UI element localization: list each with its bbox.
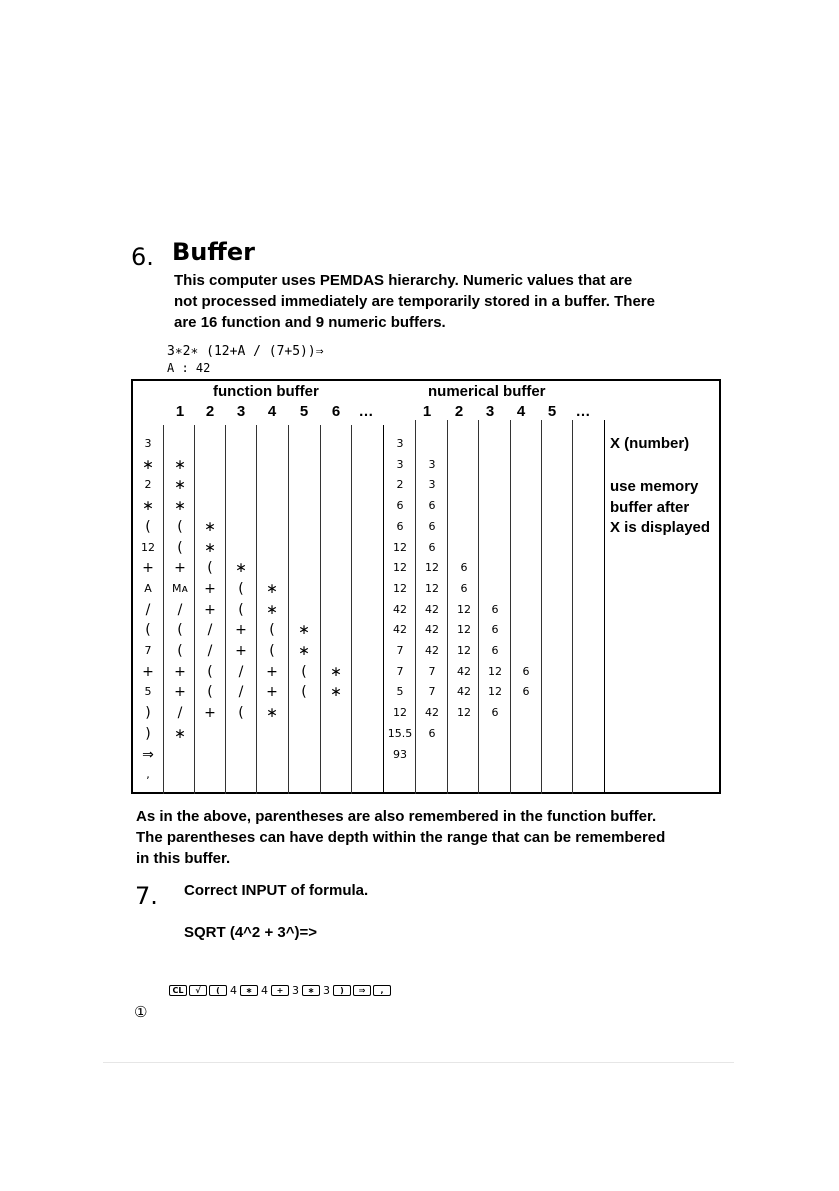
numerical-col-header: 4 <box>516 403 526 420</box>
x-value-cell: 12 <box>393 706 407 720</box>
numerical-buffer-cell: 12 <box>457 602 471 616</box>
function-buffer-cell: / <box>177 601 183 618</box>
numerical-buffer-cell: 6 <box>491 706 499 720</box>
function-col-header: 3 <box>236 403 246 420</box>
function-buffer-cell: + <box>266 663 278 680</box>
x-value-cell: 3 <box>396 457 404 471</box>
function-buffer-cell: + <box>174 560 186 577</box>
numerical-buffer-cell: 6 <box>491 644 499 657</box>
numerical-buffer-cell: 42 <box>425 623 439 637</box>
key-cell: 2 <box>144 478 152 492</box>
function-buffer-cell: ( <box>207 663 213 680</box>
memory-note <box>610 477 710 539</box>
key-sequence <box>169 984 391 997</box>
function-buffer-cell: + <box>204 580 216 597</box>
numerical-buffer-cell: 12 <box>488 664 502 678</box>
function-buffer-cell: ( <box>269 643 275 659</box>
digit-entry: 4 <box>261 984 268 997</box>
grid-line <box>351 425 352 794</box>
calculator-key: ) <box>333 985 351 996</box>
function-buffer-cell: ( <box>177 622 183 639</box>
function-buffer-cell: ( <box>177 643 183 659</box>
calculator-key: CL <box>169 985 187 996</box>
function-buffer-cell: ∗ <box>174 498 186 515</box>
calculator-key: ∗ <box>302 985 320 996</box>
function-buffer-cell: ∗ <box>174 456 186 473</box>
numerical-buffer-cell: 3 <box>428 478 436 492</box>
calculator-key: + <box>271 985 289 996</box>
function-buffer-cell: ( <box>207 684 213 701</box>
numerical-col-header: 3 <box>485 403 495 420</box>
key-cell: ∗ <box>142 498 154 515</box>
x-value-cell: 7 <box>396 664 404 678</box>
function-buffer-cell: + <box>174 663 186 680</box>
paragraph-line: in this buffer. <box>136 850 231 867</box>
function-buffer-cell: Mᴀ <box>171 581 188 595</box>
numerical-buffer-cell: 6 <box>522 685 530 699</box>
key-cell: + <box>142 663 154 680</box>
paragraph-line: are 16 function and 9 numeric buffers. <box>174 314 446 331</box>
function-buffer-cell: ( <box>269 622 275 639</box>
key-cell: 3 <box>144 437 152 450</box>
sqrt-formula: SQRT (4^2 + 3^)=> <box>184 924 317 941</box>
grid-line <box>510 420 511 794</box>
key-cell: ⇒ <box>142 746 154 763</box>
x-value-cell: 3 <box>396 437 404 450</box>
function-buffer-cell: ∗ <box>266 580 278 597</box>
numerical-buffer-cell: 6 <box>460 561 468 575</box>
function-buffer-cell: ∗ <box>174 725 186 742</box>
function-buffer-cell: ∗ <box>330 684 342 701</box>
function-buffer-cell: ∗ <box>174 477 186 494</box>
numerical-col-header: 1 <box>422 403 432 420</box>
function-col-header: 2 <box>205 403 215 420</box>
paragraph-line: As in the above, parentheses are also remembered in the function buffer. <box>136 808 657 825</box>
numerical-buffer-cell: 12 <box>457 706 471 720</box>
calculator-key: √ <box>189 985 207 996</box>
function-col-header: 5 <box>299 403 309 420</box>
key-cell: 12 <box>141 540 155 554</box>
function-buffer-cell: ( <box>177 539 183 556</box>
function-buffer-cell: + <box>204 601 216 618</box>
x-value-cell: 12 <box>393 540 407 554</box>
numerical-buffer-cell: 12 <box>425 561 439 575</box>
numerical-buffer-cell: 42 <box>425 706 439 720</box>
key-cell: / <box>145 601 151 618</box>
x-number-label: X (number) <box>610 435 690 452</box>
grid-line <box>541 420 542 794</box>
numerical-buffer-cell: 6 <box>428 519 436 533</box>
function-buffer-cell: + <box>174 684 186 701</box>
function-col-header: 1 <box>175 403 185 420</box>
section-title: Buffer <box>172 238 255 266</box>
function-buffer-cell: + <box>204 705 216 722</box>
key-cell: , <box>146 768 150 782</box>
calculator-key: ⇒ <box>353 985 371 996</box>
function-buffer-header: function buffer <box>213 383 319 400</box>
function-buffer-cell: ( <box>301 684 307 701</box>
digit-entry: 3 <box>323 984 330 997</box>
numerical-buffer-cell: 42 <box>425 644 439 657</box>
function-buffer-cell: ∗ <box>204 539 216 556</box>
function-buffer-cell: / <box>207 622 213 639</box>
calculator-key: ( <box>209 985 227 996</box>
paragraph-line: The parentheses can have depth within the range that can be remembered <box>136 829 666 846</box>
example-formula: 3∗2∗ (12+A / (7+5))⇒ <box>167 344 324 359</box>
function-buffer-cell: ∗ <box>266 601 278 618</box>
numerical-buffer-cell: 7 <box>428 664 436 678</box>
function-buffer-cell: ∗ <box>235 560 247 577</box>
digit-entry: 4 <box>230 984 237 997</box>
function-buffer-cell: ∗ <box>330 663 342 680</box>
memory-note-line: X is displayed <box>610 519 711 536</box>
variable-value: A : 42 <box>167 361 211 375</box>
function-buffer-cell: ( <box>238 580 244 597</box>
numerical-buffer-cell: 12 <box>488 685 502 699</box>
key-cell: A <box>144 581 152 595</box>
section-number: 6. <box>131 243 154 271</box>
function-buffer-cell: + <box>235 643 247 659</box>
key-cell: ∗ <box>142 456 154 473</box>
grid-line <box>572 420 573 794</box>
function-buffer-cell: ( <box>238 601 244 618</box>
key-cell: ( <box>145 622 151 639</box>
x-value-cell: 93 <box>393 747 407 761</box>
numerical-col-header: 2 <box>454 403 464 420</box>
function-buffer-cell: ∗ <box>204 518 216 535</box>
numerical-buffer-cell: 6 <box>428 540 436 554</box>
paragraph-line: This computer uses PEMDAS hierarchy. Numeric values that are <box>174 272 633 289</box>
section-title: Correct INPUT of formula. <box>184 882 369 899</box>
x-value-cell: 7 <box>396 644 404 657</box>
x-value-cell: 15.5 <box>387 726 413 740</box>
numerical-buffer-cell: 6 <box>491 623 499 637</box>
digit-entry: 3 <box>292 984 299 997</box>
step-marker: ① <box>134 1003 148 1021</box>
function-buffer-cell: ( <box>177 518 183 535</box>
function-buffer-cell: / <box>207 643 213 659</box>
numerical-buffer-cell: 12 <box>457 623 471 637</box>
intro-paragraph <box>174 270 655 333</box>
x-value-cell: 12 <box>393 581 407 595</box>
paragraph-line: not processed immediately are temporarily stored in a buffer. There <box>174 293 655 310</box>
numerical-buffer-cell: 12 <box>425 581 439 595</box>
section-number: 7. <box>135 882 158 910</box>
numerical-buffer-cell: 42 <box>457 664 471 678</box>
numerical-buffer-cell: 6 <box>460 581 468 595</box>
numerical-buffer-cell: 6 <box>491 602 499 616</box>
x-value-cell: 6 <box>396 499 404 513</box>
numerical-buffer-cell: 7 <box>428 685 436 699</box>
function-col-header: 4 <box>267 403 277 420</box>
key-cell: ( <box>145 518 151 535</box>
grid-line <box>288 425 289 794</box>
key-cell: 5 <box>144 685 152 699</box>
grid-line <box>447 420 448 794</box>
function-buffer-cell: ∗ <box>266 705 278 722</box>
function-buffer-cell: / <box>238 684 244 701</box>
function-buffer-cell: ( <box>301 663 307 680</box>
key-cell: 7 <box>144 644 152 657</box>
numerical-buffer-cell: 6 <box>428 499 436 513</box>
numerical-buffer-cell: 12 <box>457 644 471 657</box>
function-col-header: 6 <box>331 403 341 420</box>
key-cell: ) <box>145 705 151 722</box>
function-buffer-cell: ( <box>238 705 244 722</box>
memory-note-line: use memory <box>610 478 699 495</box>
grid-line <box>383 425 384 794</box>
x-value-cell: 12 <box>393 561 407 575</box>
numerical-col-header: 5 <box>547 403 557 420</box>
x-value-cell: 42 <box>393 602 407 616</box>
x-value-cell: 5 <box>396 685 404 699</box>
function-buffer-cell: + <box>235 622 247 639</box>
function-buffer-cell: / <box>238 663 244 680</box>
key-cell: ) <box>145 725 151 742</box>
grid-line <box>163 425 164 794</box>
numerical-buffer-cell: 6 <box>522 664 530 678</box>
x-value-cell: 6 <box>396 519 404 533</box>
parentheses-paragraph <box>136 806 665 869</box>
calculator-key: ∗ <box>240 985 258 996</box>
numerical-col-header: … <box>575 403 591 420</box>
grid-line <box>415 420 416 794</box>
grid-line <box>320 425 321 794</box>
numerical-buffer-cell: 42 <box>425 602 439 616</box>
function-buffer-cell: ∗ <box>298 643 310 659</box>
function-buffer-cell: ( <box>207 560 213 577</box>
key-cell: + <box>142 560 154 577</box>
grid-line <box>604 420 605 794</box>
x-value-cell: 2 <box>396 478 404 492</box>
numerical-buffer-header: numerical buffer <box>428 383 546 400</box>
footer-divider <box>103 1062 734 1063</box>
calculator-key: , <box>373 985 391 996</box>
numerical-buffer-cell: 6 <box>428 726 436 740</box>
numerical-buffer-cell: 42 <box>457 685 471 699</box>
function-col-header: … <box>358 403 374 420</box>
x-value-cell: 42 <box>393 623 407 637</box>
memory-note-line: buffer after <box>610 498 690 516</box>
function-buffer-cell: / <box>177 705 183 722</box>
function-buffer-cell: + <box>266 684 278 701</box>
function-buffer-cell: ∗ <box>298 622 310 639</box>
numerical-buffer-cell: 3 <box>428 457 436 471</box>
